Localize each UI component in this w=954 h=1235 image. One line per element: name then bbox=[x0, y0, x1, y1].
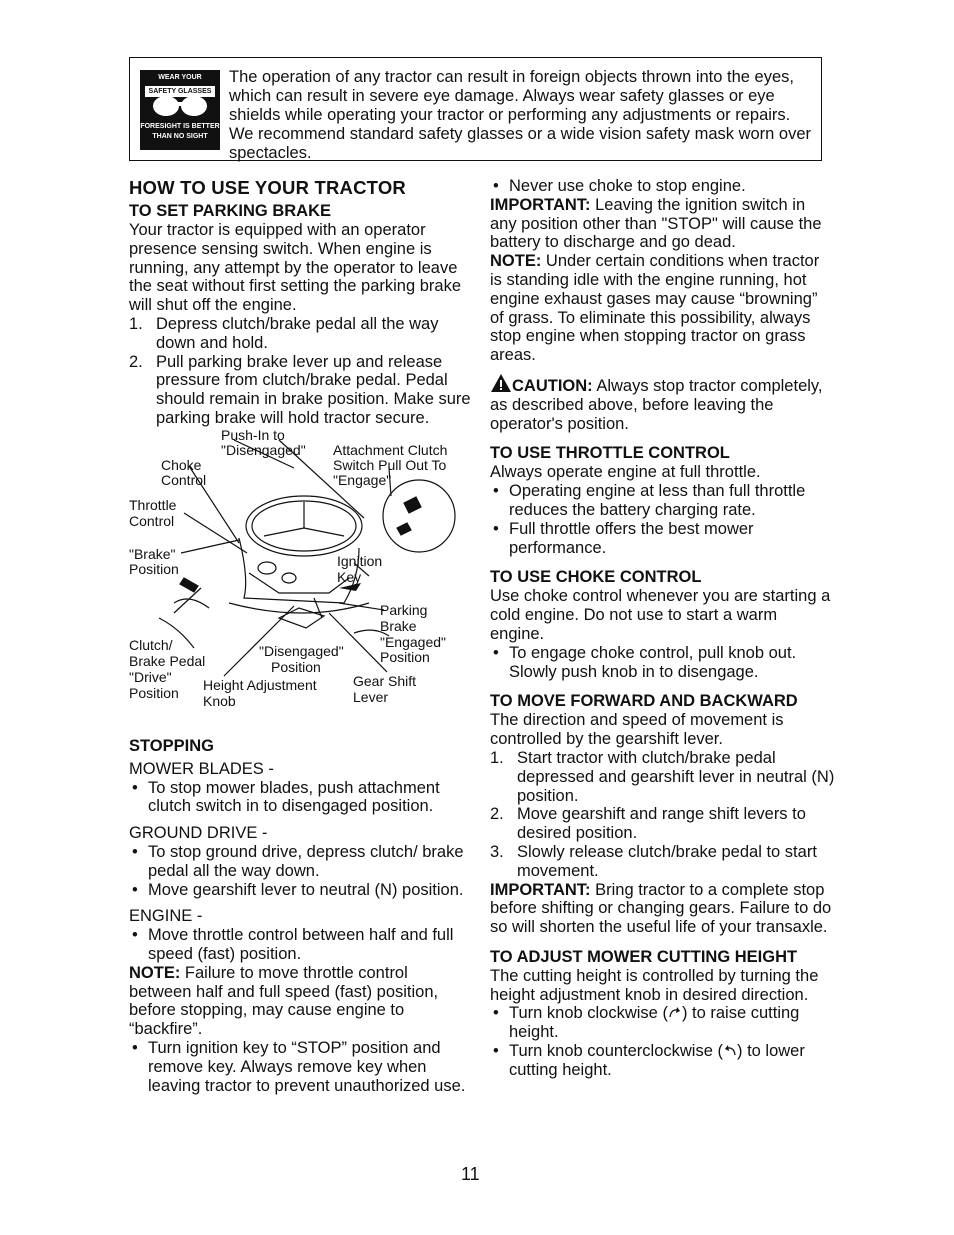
icon-text: SAFETY GLASSES bbox=[145, 86, 215, 97]
list-item: • Operating engine at less than full throttle reduces the battery charging rate. bbox=[493, 482, 806, 519]
diagram-label: "Engaged" bbox=[380, 633, 446, 650]
icon-text: WEAR YOUR bbox=[158, 74, 202, 81]
sub-heading: GROUND DRIVE - bbox=[129, 824, 268, 843]
glasses-icon bbox=[150, 94, 210, 122]
diagram-label: "Drive" bbox=[129, 668, 172, 685]
note-paragraph: NOTE: Failure to move throttle control between half and full speed (fast) position, before stopping, may cause engine to “backfire”. bbox=[129, 963, 439, 1039]
move-intro: The direction and speed of movement is controlled by the gearshift lever. bbox=[490, 711, 784, 749]
diagram-label: Clutch/ bbox=[129, 636, 173, 653]
list-item: • Turn knob counterclockwise ( ) to lower cutting height. bbox=[493, 1042, 805, 1079]
diagram-label: Key bbox=[337, 568, 362, 585]
note-paragraph: NOTE: Under certain conditions when tractor is standing idle with the engine running, hot engine exhaust gases may cause “browning” of grass. To eliminate this possibility, always stop engine when stopping tractor on grass areas. bbox=[490, 252, 820, 365]
diagram-label: Position bbox=[271, 658, 321, 675]
diagram-label: Control bbox=[161, 471, 207, 488]
right-column bbox=[490, 173, 835, 1080]
diagram-label: "Engage" bbox=[333, 471, 392, 488]
clockwise-arrow-icon bbox=[668, 1006, 682, 1020]
list-item: • Never use choke to stop engine. bbox=[493, 177, 746, 195]
diagram-label: Height Adjustment bbox=[203, 676, 317, 693]
important-paragraph: IMPORTANT: Bring tractor to a complete stop before shifting or changing gears. Failure to do so will shorten the useful life of your transaxle. bbox=[490, 880, 832, 937]
page-number: 11 bbox=[461, 1164, 480, 1184]
sub-heading: MOWER BLADES - bbox=[129, 759, 274, 778]
list-item: 2. Pull parking brake lever up and release pressure from clutch/brake pedal. Pedal should remain in brake position. Make sure parking brake will hold tractor secure. bbox=[129, 352, 471, 427]
diagram-label: "Brake" bbox=[129, 545, 176, 562]
diagram-label: "Disengaged" bbox=[259, 642, 344, 659]
choke-intro: Use choke control whenever you are starting a cold engine. Do not use to start a warm engine. bbox=[490, 587, 831, 643]
warning-triangle-icon bbox=[490, 373, 512, 393]
list-item: • Turn knob clockwise ( ) to raise cutting height. bbox=[493, 1004, 800, 1042]
left-column bbox=[129, 173, 474, 1095]
diagram-label: Switch Pull Out To bbox=[333, 456, 447, 473]
warning-text: The operation of any tractor can result in foreign objects thrown into the eyes, which can result in severe eye damage. Always wear safety glasses or eye shields while operating your tractor or performing any adjustments or repairs. We recommend standard safety glasses or a wide vision safety mask worn over spectacles. bbox=[229, 68, 812, 162]
throttle-heading: TO USE THROTTLE CONTROL bbox=[490, 444, 730, 463]
height-heading: TO ADJUST MOWER CUTTING HEIGHT bbox=[490, 947, 798, 966]
diagram-label: Knob bbox=[203, 692, 236, 709]
height-intro: The cutting height is controlled by turning the height adjustment knob in desired direction. bbox=[490, 966, 819, 1004]
ground-list bbox=[129, 843, 474, 899]
diagram-label: Throttle bbox=[129, 496, 177, 513]
diagram-label: Brake bbox=[380, 617, 417, 634]
list-item: • To engage choke control, pull knob out. Slowly push knob in to disengage. bbox=[493, 643, 797, 681]
parking-intro: Your tractor is equipped with an operator presence sensing switch. When engine is running, any attempt by the operator to leave the seat without first setting the parking brake will shut off the engine. bbox=[129, 221, 462, 315]
parking-brake-heading: TO SET PARKING BRAKE bbox=[129, 202, 331, 220]
choke-heading: TO USE CHOKE CONTROL bbox=[490, 568, 702, 587]
safety-glasses-icon bbox=[140, 70, 220, 150]
diagram-label: Ignition bbox=[337, 552, 383, 569]
diagram-label: Lever bbox=[353, 688, 389, 705]
sub-heading: ENGINE - bbox=[129, 907, 203, 926]
move-steps bbox=[490, 749, 835, 881]
choke-list bbox=[490, 177, 835, 196]
counterclockwise-arrow-icon bbox=[723, 1044, 737, 1058]
engine-list bbox=[129, 926, 474, 964]
caution-paragraph: CAUTION: Always stop tractor completely, as described above, before leaving the operator's position. bbox=[490, 373, 835, 433]
list-item: 1. Depress clutch/brake pedal all the way down and hold. bbox=[129, 314, 439, 352]
parking-steps bbox=[129, 315, 474, 428]
throttle-list bbox=[490, 482, 835, 557]
list-item: • Turn ignition key to “STOP” position and remove key. Always remove key when leaving tractor to prevent unauthorized use. bbox=[132, 1038, 466, 1095]
diagram-label: Parking bbox=[380, 601, 428, 618]
section-heading: HOW TO USE YOUR TRACTOR bbox=[129, 177, 406, 198]
list-item: • To stop ground drive, depress clutch/ brake pedal all the way down. bbox=[132, 842, 464, 880]
diagram-label: Gear Shift bbox=[353, 672, 417, 689]
diagram-label: Control bbox=[129, 512, 175, 529]
diagram-label: Push-In to bbox=[221, 426, 285, 443]
diagram-label: "Disengaged" bbox=[221, 441, 306, 458]
mower-list bbox=[129, 779, 474, 817]
diagram-label: Choke bbox=[161, 456, 202, 473]
list-item: 1. Start tractor with clutch/brake pedal depressed and gearshift lever in neutral (N) position. bbox=[490, 748, 835, 805]
safety-warning-box bbox=[129, 57, 822, 161]
list-item: • Move throttle control between half and full speed (fast) position. bbox=[132, 926, 454, 963]
list-item: • Move gearshift lever to neutral (N) position. bbox=[132, 880, 464, 899]
icon-text: FORESIGHT IS BETTER THAN NO SIGHT bbox=[140, 123, 220, 140]
diagram-label: Position bbox=[129, 560, 179, 577]
move-heading: TO MOVE FORWARD AND BACKWARD bbox=[490, 692, 798, 711]
list-item: 2. Move gearshift and range shift levers to desired position. bbox=[490, 805, 806, 843]
engine-list-2 bbox=[129, 1039, 474, 1095]
choke-items bbox=[490, 644, 835, 682]
important-paragraph: IMPORTANT: Leaving the ignition switch in any position other than "STOP" will cause the battery to discharge and go dead. bbox=[490, 195, 822, 252]
list-item: 3. Slowly release clutch/brake pedal to start movement. bbox=[490, 842, 817, 880]
height-list bbox=[490, 1004, 835, 1079]
stopping-heading: STOPPING bbox=[129, 736, 214, 755]
diagram-label: Position bbox=[129, 684, 179, 701]
list-item: • To stop mower blades, push attachment clutch switch in to disengaged position. bbox=[132, 778, 440, 816]
diagram-label: Attachment Clutch bbox=[333, 441, 448, 458]
list-item: • Full throttle offers the best mower performance. bbox=[493, 519, 754, 557]
diagram-label: Position bbox=[380, 648, 430, 665]
tractor-controls-diagram bbox=[129, 428, 474, 738]
diagram-label: Brake Pedal bbox=[129, 652, 206, 669]
throttle-intro: Always operate engine at full throttle. bbox=[490, 463, 761, 482]
